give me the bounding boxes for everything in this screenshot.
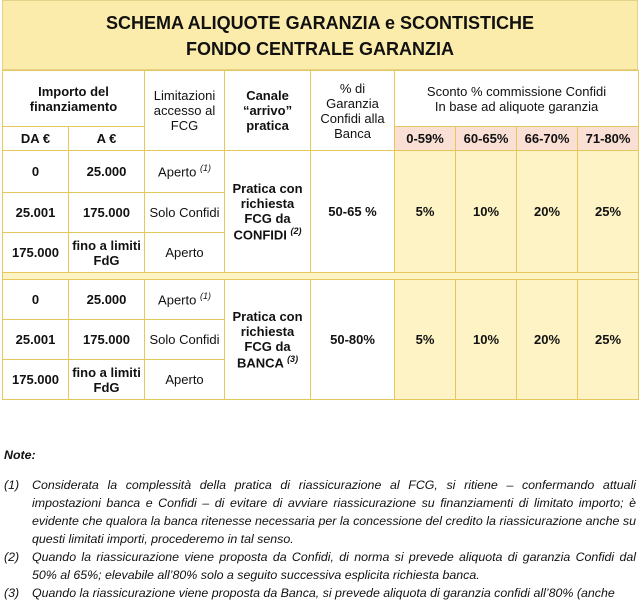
group-separator — [3, 273, 639, 280]
header-limitazioni: Limitazioni accesso al FCG — [145, 71, 225, 151]
guarantee-rates-table — [2, 70, 639, 400]
note-text: Quando la riassicurazione viene proposta da Confidi, di norma si prevede aliquota di garanzia Confidi dal 50% al 65%; elevabile all’80% solo a seguito successiva esplicita richiesta banca. — [32, 550, 636, 582]
header-canale: Canale “arrivo” pratica — [225, 71, 311, 151]
note-number: (1) — [4, 478, 20, 492]
header-a: A € — [69, 127, 145, 151]
cell-sconto: 5% — [395, 280, 456, 400]
cell-garanzia: 50-65 % — [311, 151, 395, 273]
cell-a: 25.000 — [69, 151, 145, 193]
cell-a: 175.000 — [69, 193, 145, 233]
header-range-4: 71-80% — [578, 127, 639, 151]
cell-da: 175.000 — [3, 360, 69, 400]
note-number: (3) — [4, 586, 20, 600]
notes-section — [4, 446, 636, 602]
cell-sconto: 10% — [456, 151, 517, 273]
note-item — [4, 548, 636, 584]
cell-da: 0 — [3, 280, 69, 320]
cell-limitazione: Aperto $^{(1)}$ — [145, 280, 225, 320]
note-item — [4, 476, 636, 548]
header-range-1: 0-59% — [395, 127, 456, 151]
table-row — [3, 280, 639, 320]
note-number: (2) — [4, 550, 20, 564]
cell-limitazione: Solo Confidi — [145, 320, 225, 360]
cell-da: 25.001 — [3, 320, 69, 360]
note-item — [4, 584, 636, 602]
cell-sconto: 5% — [395, 151, 456, 273]
title-line-1: SCHEMA ALIQUOTE GARANZIA e SCONTISTICHE — [105, 13, 534, 33]
header-sconto — [395, 71, 639, 127]
cell-a: 175.000 — [69, 320, 145, 360]
table-title — [2, 0, 638, 70]
cell-canale: Pratica con richiesta FCG da CONFIDI $^{(2)}$ — [225, 151, 311, 273]
cell-sconto: 25% — [578, 151, 639, 273]
header-sconto-line1: Sconto % commissione Confidi — [426, 83, 607, 99]
cell-sconto: 20% — [517, 151, 578, 273]
table-row — [3, 151, 639, 193]
cell-garanzia: 50-80% — [311, 280, 395, 400]
header-range-2: 60-65% — [456, 127, 517, 151]
cell-limitazione: Aperto — [145, 360, 225, 400]
note-text: Considerata la complessità della pratica di riassicurazione al FCG, si ritiene – confermando attuali impostazioni banca e Confidi – di evitare di avviare riassicurazione su finanziamenti di limitato importo; è evidente che qualora la banca ritenesse necessaria per la concessione del credito la riassicurazione anche su questi limitati importi, procederemo in tal senso. — [32, 478, 636, 546]
cell-canale: Pratica con richiesta FCG da BANCA $^{(3)}$ — [225, 280, 311, 400]
header-importo: Importo del finanziamento — [3, 71, 145, 127]
cell-a: fino a limiti FdG — [69, 360, 145, 400]
cell-a: 25.000 — [69, 280, 145, 320]
cell-limitazione: Aperto $^{(1)}$ — [145, 151, 225, 193]
cell-sconto: 10% — [456, 280, 517, 400]
cell-da: 175.000 — [3, 233, 69, 273]
notes-title: Note: — [4, 448, 36, 462]
cell-sconto: 20% — [517, 280, 578, 400]
cell-limitazione: Aperto — [145, 233, 225, 273]
cell-limitazione: Solo Confidi — [145, 193, 225, 233]
title-line-2: FONDO CENTRALE GARANZIA — [186, 39, 454, 59]
cell-da: 0 — [3, 151, 69, 193]
header-sconto-line2: In base ad aliquote garanzia — [434, 98, 599, 114]
cell-sconto: 25% — [578, 280, 639, 400]
header-range-3: 66-70% — [517, 127, 578, 151]
cell-a: fino a limiti FdG — [69, 233, 145, 273]
header-da: DA € — [3, 127, 69, 151]
cell-da: 25.001 — [3, 193, 69, 233]
header-garanzia: % di Garanzia Confidi alla Banca — [311, 71, 395, 151]
note-text: Quando la riassicurazione viene proposta da Banca, si prevede aliquota di garanzia confidi all’80% (anche — [32, 586, 615, 600]
